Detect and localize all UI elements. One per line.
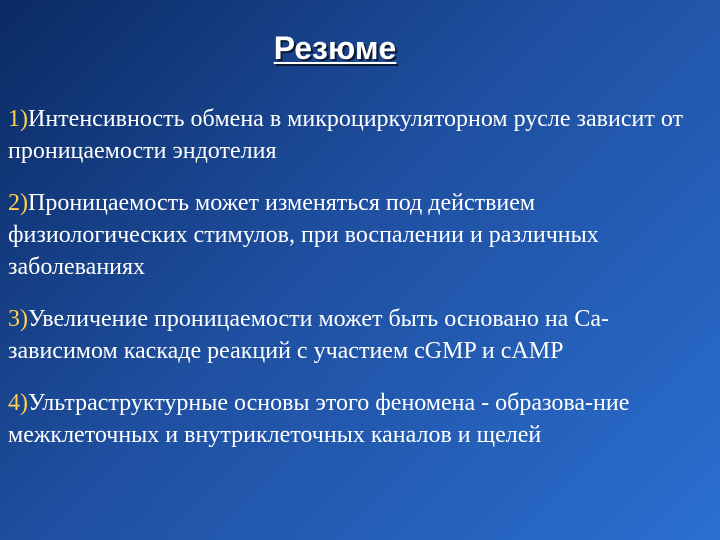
item-number: 2): [8, 190, 28, 216]
item-text: Интенсивность обмена в микроциркуляторном русле зависит от проницаемости эндотелия: [8, 106, 683, 164]
item-number: 3): [8, 306, 28, 332]
summary-item-2: [8, 187, 708, 283]
summary-item-1: [8, 103, 708, 167]
item-text: Увеличение проницаемости может быть основано на Са-зависимом каскаде реакций с участием cGMP и cAMP: [8, 306, 609, 364]
slide-title: Резюме: [273, 30, 397, 66]
item-number: 4): [8, 390, 28, 416]
summary-item-3: [8, 303, 708, 367]
summary-item-4: [8, 387, 708, 451]
item-number: 1): [8, 106, 28, 132]
item-text: Ультраструктурные основы этого феномена - образова-ние межклеточных и внутриклеточных каналов и щелей: [8, 390, 630, 448]
item-text: Проницаемость может изменяться под действием физиологических стимулов, при воспалении и различных заболеваниях: [8, 190, 599, 280]
summary-list: [8, 103, 708, 471]
